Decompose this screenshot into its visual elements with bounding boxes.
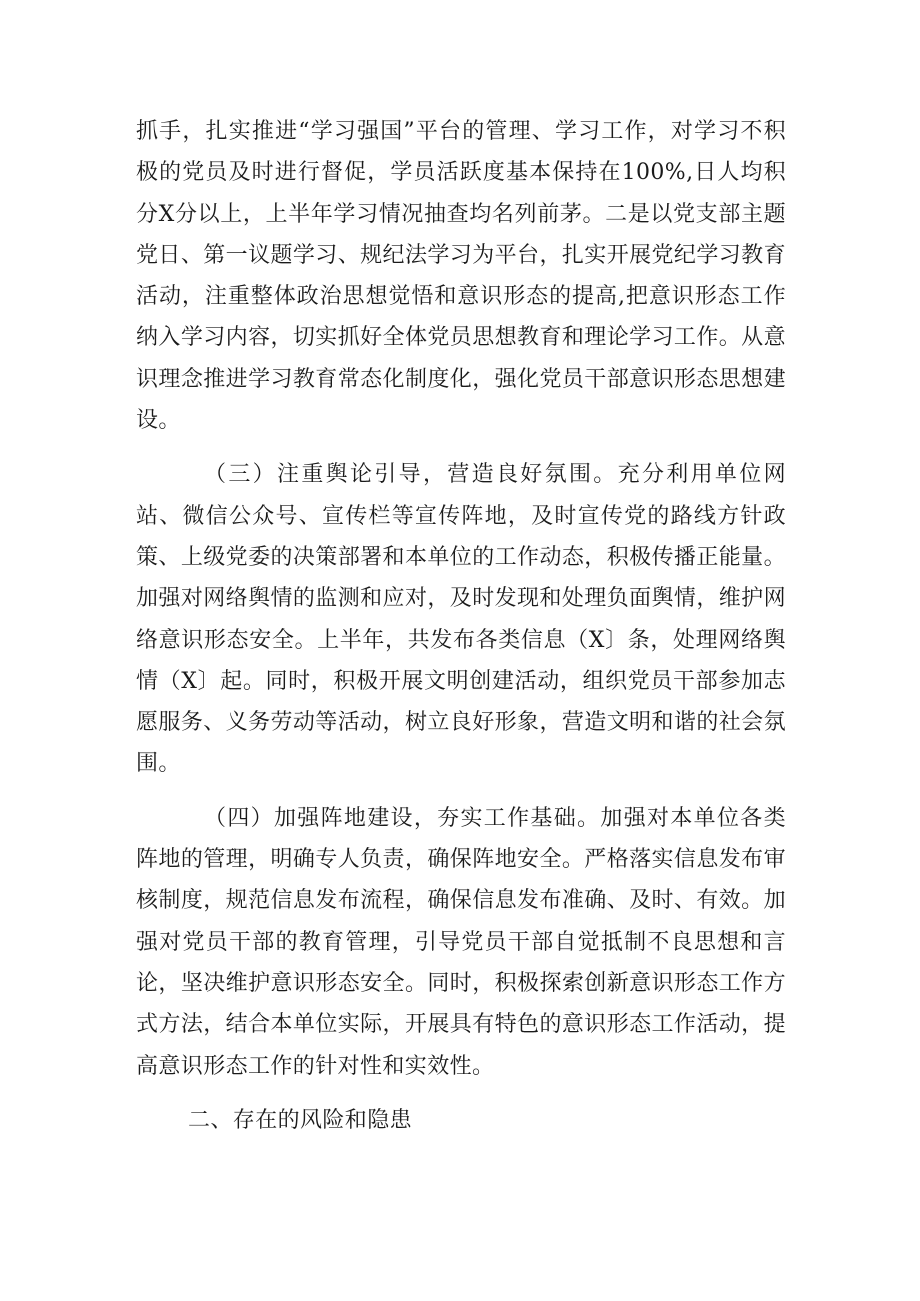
paragraph-continuation: 抓手，扎实推进“学习强国”平台的管理、学习工作，对学习不积极的党员及时进行督促，学员活跃度基本保持在100%,日人均积分X分以上，上半年学习情况抽查均名列前茅。二是以党支部主题党日、第一议题学习、规纪法学习为平台，扎实开展党纪学习教育活动，注重整体政治思想觉悟和意识形态的提高,把意识形态工作纳入学习内容，切实抓好全体党员思想教育和理论学习工作。从意识理念推进学习教育常态化制度化，强化党员干部意识形态思想建设。 — [136, 119, 786, 434]
paragraph-spacer — [136, 1087, 786, 1100]
document-body — [136, 111, 786, 1141]
paragraph-spacer — [136, 441, 786, 454]
paragraph-section-three: （三）注重舆论引导，营造良好氛围。充分利用单位网站、微信公众号、宣传栏等宣传阵地，及时宣传党的路线方针政策、上级党委的决策部署和本单位的工作动态，积极传播正能量。加强对网络舆情的监测和应对，及时发现和处理负面舆情，维护网络意识形态安全。上半年，共发布各类信息（X〕条，处理网络舆情（X〕起。同时，积极开展文明创建活动，组织党员干部参加志愿服务、义务劳动等活动，树立良好形象，营造文明和谐的社会氛围。 — [136, 462, 786, 777]
section-heading: 二、存在的风险和隐患 — [188, 1107, 413, 1133]
paragraph-spacer — [136, 785, 786, 798]
paragraph-section-four: （四）加强阵地建设，夯实工作基础。加强对本单位各类阵地的管理，明确专人负责，确保阵地安全。严格落实信息发布审核制度，规范信息发布流程，确保信息发布准确、及时、有效。加强对党员干部的教育管理，引导党员干部自觉抵制不良思想和言论，坚决维护意识形态安全。同时，积极探索创新意识形态工作方式方法，结合本单位实际，开展具有特色的意识形态工作活动，提高意识形态工作的针对性和实效性。 — [136, 805, 786, 1079]
